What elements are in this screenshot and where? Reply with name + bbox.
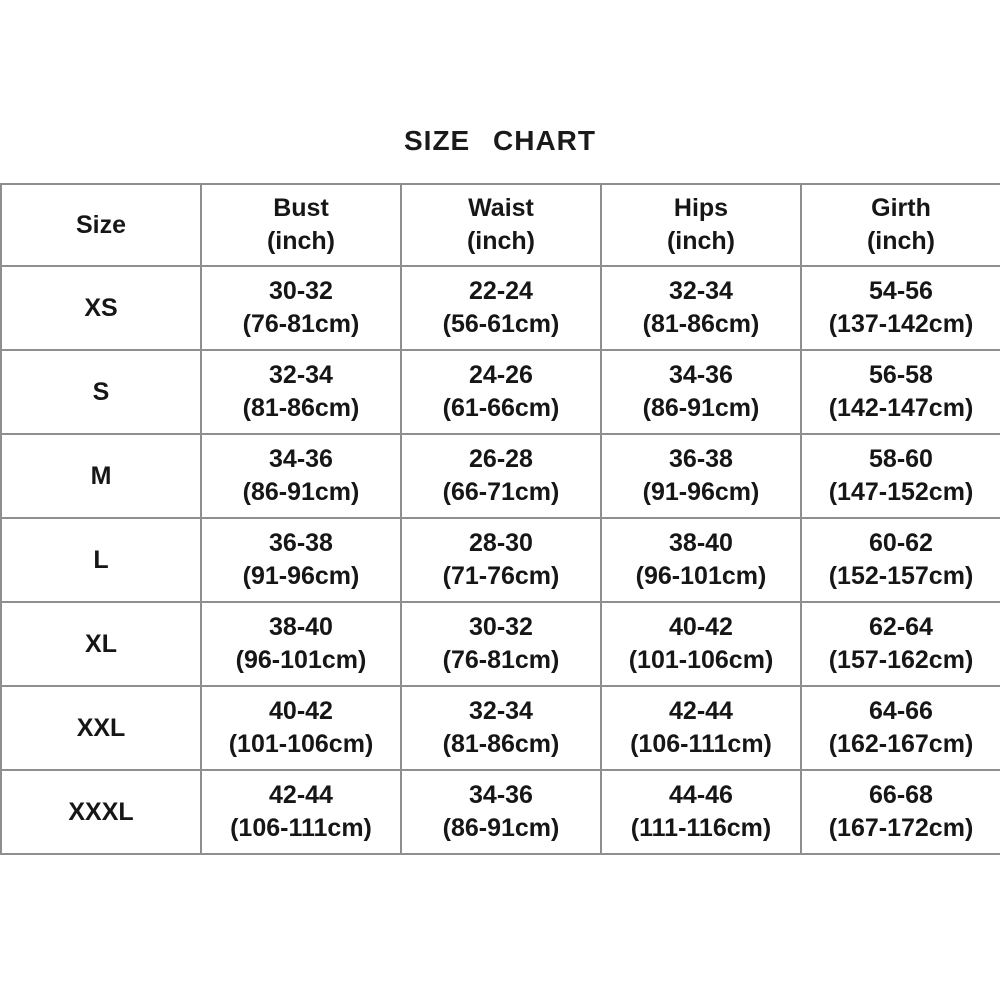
column-header-hips xyxy=(601,184,801,266)
cm-range: (61-66cm) xyxy=(442,394,560,422)
header-unit: (inch) xyxy=(666,227,736,255)
girth-cell xyxy=(801,686,1000,770)
size-cell: S xyxy=(1,350,201,434)
girth-cell xyxy=(801,518,1000,602)
size-chart-table xyxy=(0,183,1000,855)
size-cell: M xyxy=(1,434,201,518)
header-label: Bust xyxy=(273,194,329,222)
cm-range: (86-91cm) xyxy=(442,814,560,842)
header-unit: (inch) xyxy=(466,227,536,255)
waist-cell xyxy=(401,602,601,686)
inch-range: 42-44 xyxy=(269,781,333,809)
inch-range: 24-26 xyxy=(469,361,533,389)
table-row-xs xyxy=(1,266,1000,350)
inch-range: 60-62 xyxy=(869,529,933,557)
size-cell: XXXL xyxy=(1,770,201,854)
cm-range: (167-172cm) xyxy=(828,814,974,842)
header-unit: (inch) xyxy=(866,227,936,255)
header-unit: (inch) xyxy=(266,227,336,255)
waist-cell xyxy=(401,770,601,854)
hips-cell xyxy=(601,770,801,854)
cm-range: (56-61cm) xyxy=(442,310,560,338)
cm-range: (76-81cm) xyxy=(442,646,560,674)
cm-range: (81-86cm) xyxy=(642,310,760,338)
cm-range: (101-106cm) xyxy=(628,646,774,674)
inch-range: 38-40 xyxy=(269,613,333,641)
column-header-girth xyxy=(801,184,1000,266)
hips-cell xyxy=(601,350,801,434)
inch-range: 38-40 xyxy=(669,529,733,557)
cm-range: (142-147cm) xyxy=(828,394,974,422)
table-row-xl xyxy=(1,602,1000,686)
inch-range: 58-60 xyxy=(869,445,933,473)
bust-cell xyxy=(201,350,401,434)
hips-cell xyxy=(601,602,801,686)
girth-cell xyxy=(801,770,1000,854)
inch-range: 66-68 xyxy=(869,781,933,809)
page-title: SIZE CHART xyxy=(404,125,596,156)
cm-range: (81-86cm) xyxy=(242,394,360,422)
hips-cell xyxy=(601,434,801,518)
cm-range: (91-96cm) xyxy=(642,478,760,506)
column-header-bust xyxy=(201,184,401,266)
inch-range: 32-34 xyxy=(469,697,533,725)
inch-range: 40-42 xyxy=(269,697,333,725)
header-label: Waist xyxy=(468,194,534,222)
cm-range: (101-106cm) xyxy=(228,730,374,758)
bust-cell xyxy=(201,602,401,686)
column-header-waist xyxy=(401,184,601,266)
size-cell: XS xyxy=(1,266,201,350)
hips-cell xyxy=(601,686,801,770)
table-row-xxl xyxy=(1,686,1000,770)
cm-range: (96-101cm) xyxy=(635,562,767,590)
inch-range: 34-36 xyxy=(469,781,533,809)
inch-range: 32-34 xyxy=(669,277,733,305)
bust-cell xyxy=(201,686,401,770)
cm-range: (152-157cm) xyxy=(828,562,974,590)
inch-range: 56-58 xyxy=(869,361,933,389)
bust-cell xyxy=(201,266,401,350)
header-label: Girth xyxy=(871,194,931,222)
inch-range: 28-30 xyxy=(469,529,533,557)
table-header-row xyxy=(1,184,1000,266)
girth-cell xyxy=(801,350,1000,434)
hips-cell xyxy=(601,518,801,602)
bust-cell xyxy=(201,770,401,854)
cm-range: (162-167cm) xyxy=(828,730,974,758)
waist-cell xyxy=(401,686,601,770)
girth-cell xyxy=(801,434,1000,518)
column-header-size xyxy=(1,184,201,266)
inch-range: 34-36 xyxy=(269,445,333,473)
inch-range: 32-34 xyxy=(269,361,333,389)
inch-range: 44-46 xyxy=(669,781,733,809)
table-row-l xyxy=(1,518,1000,602)
cm-range: (147-152cm) xyxy=(828,478,974,506)
cm-range: (111-116cm) xyxy=(630,814,772,842)
cm-range: (76-81cm) xyxy=(242,310,360,338)
inch-range: 40-42 xyxy=(669,613,733,641)
waist-cell xyxy=(401,266,601,350)
waist-cell xyxy=(401,518,601,602)
bust-cell xyxy=(201,434,401,518)
table-row-m xyxy=(1,434,1000,518)
cm-range: (106-111cm) xyxy=(630,730,772,758)
inch-range: 36-38 xyxy=(269,529,333,557)
inch-range: 36-38 xyxy=(669,445,733,473)
inch-range: 64-66 xyxy=(869,697,933,725)
inch-range: 30-32 xyxy=(269,277,333,305)
header-label: Size xyxy=(75,210,127,239)
hips-cell xyxy=(601,266,801,350)
inch-range: 22-24 xyxy=(469,277,533,305)
inch-range: 62-64 xyxy=(869,613,933,641)
waist-cell xyxy=(401,350,601,434)
cm-range: (66-71cm) xyxy=(442,478,560,506)
cm-range: (91-96cm) xyxy=(242,562,360,590)
header-label: Hips xyxy=(673,194,729,222)
waist-cell xyxy=(401,434,601,518)
inch-range: 34-36 xyxy=(669,361,733,389)
inch-range: 30-32 xyxy=(469,613,533,641)
size-cell: XL xyxy=(1,602,201,686)
bust-cell xyxy=(201,518,401,602)
cm-range: (157-162cm) xyxy=(828,646,974,674)
cm-range: (96-101cm) xyxy=(235,646,367,674)
girth-cell xyxy=(801,266,1000,350)
table-row-s xyxy=(1,350,1000,434)
cm-range: (81-86cm) xyxy=(442,730,560,758)
cm-range: (86-91cm) xyxy=(242,478,360,506)
size-cell: L xyxy=(1,518,201,602)
inch-range: 42-44 xyxy=(669,697,733,725)
cm-range: (71-76cm) xyxy=(442,562,560,590)
cm-range: (106-111cm) xyxy=(230,814,372,842)
size-cell: XXL xyxy=(1,686,201,770)
girth-cell xyxy=(801,602,1000,686)
inch-range: 54-56 xyxy=(869,277,933,305)
inch-range: 26-28 xyxy=(469,445,533,473)
table-row-xxxl xyxy=(1,770,1000,854)
cm-range: (86-91cm) xyxy=(642,394,760,422)
cm-range: (137-142cm) xyxy=(828,310,974,338)
